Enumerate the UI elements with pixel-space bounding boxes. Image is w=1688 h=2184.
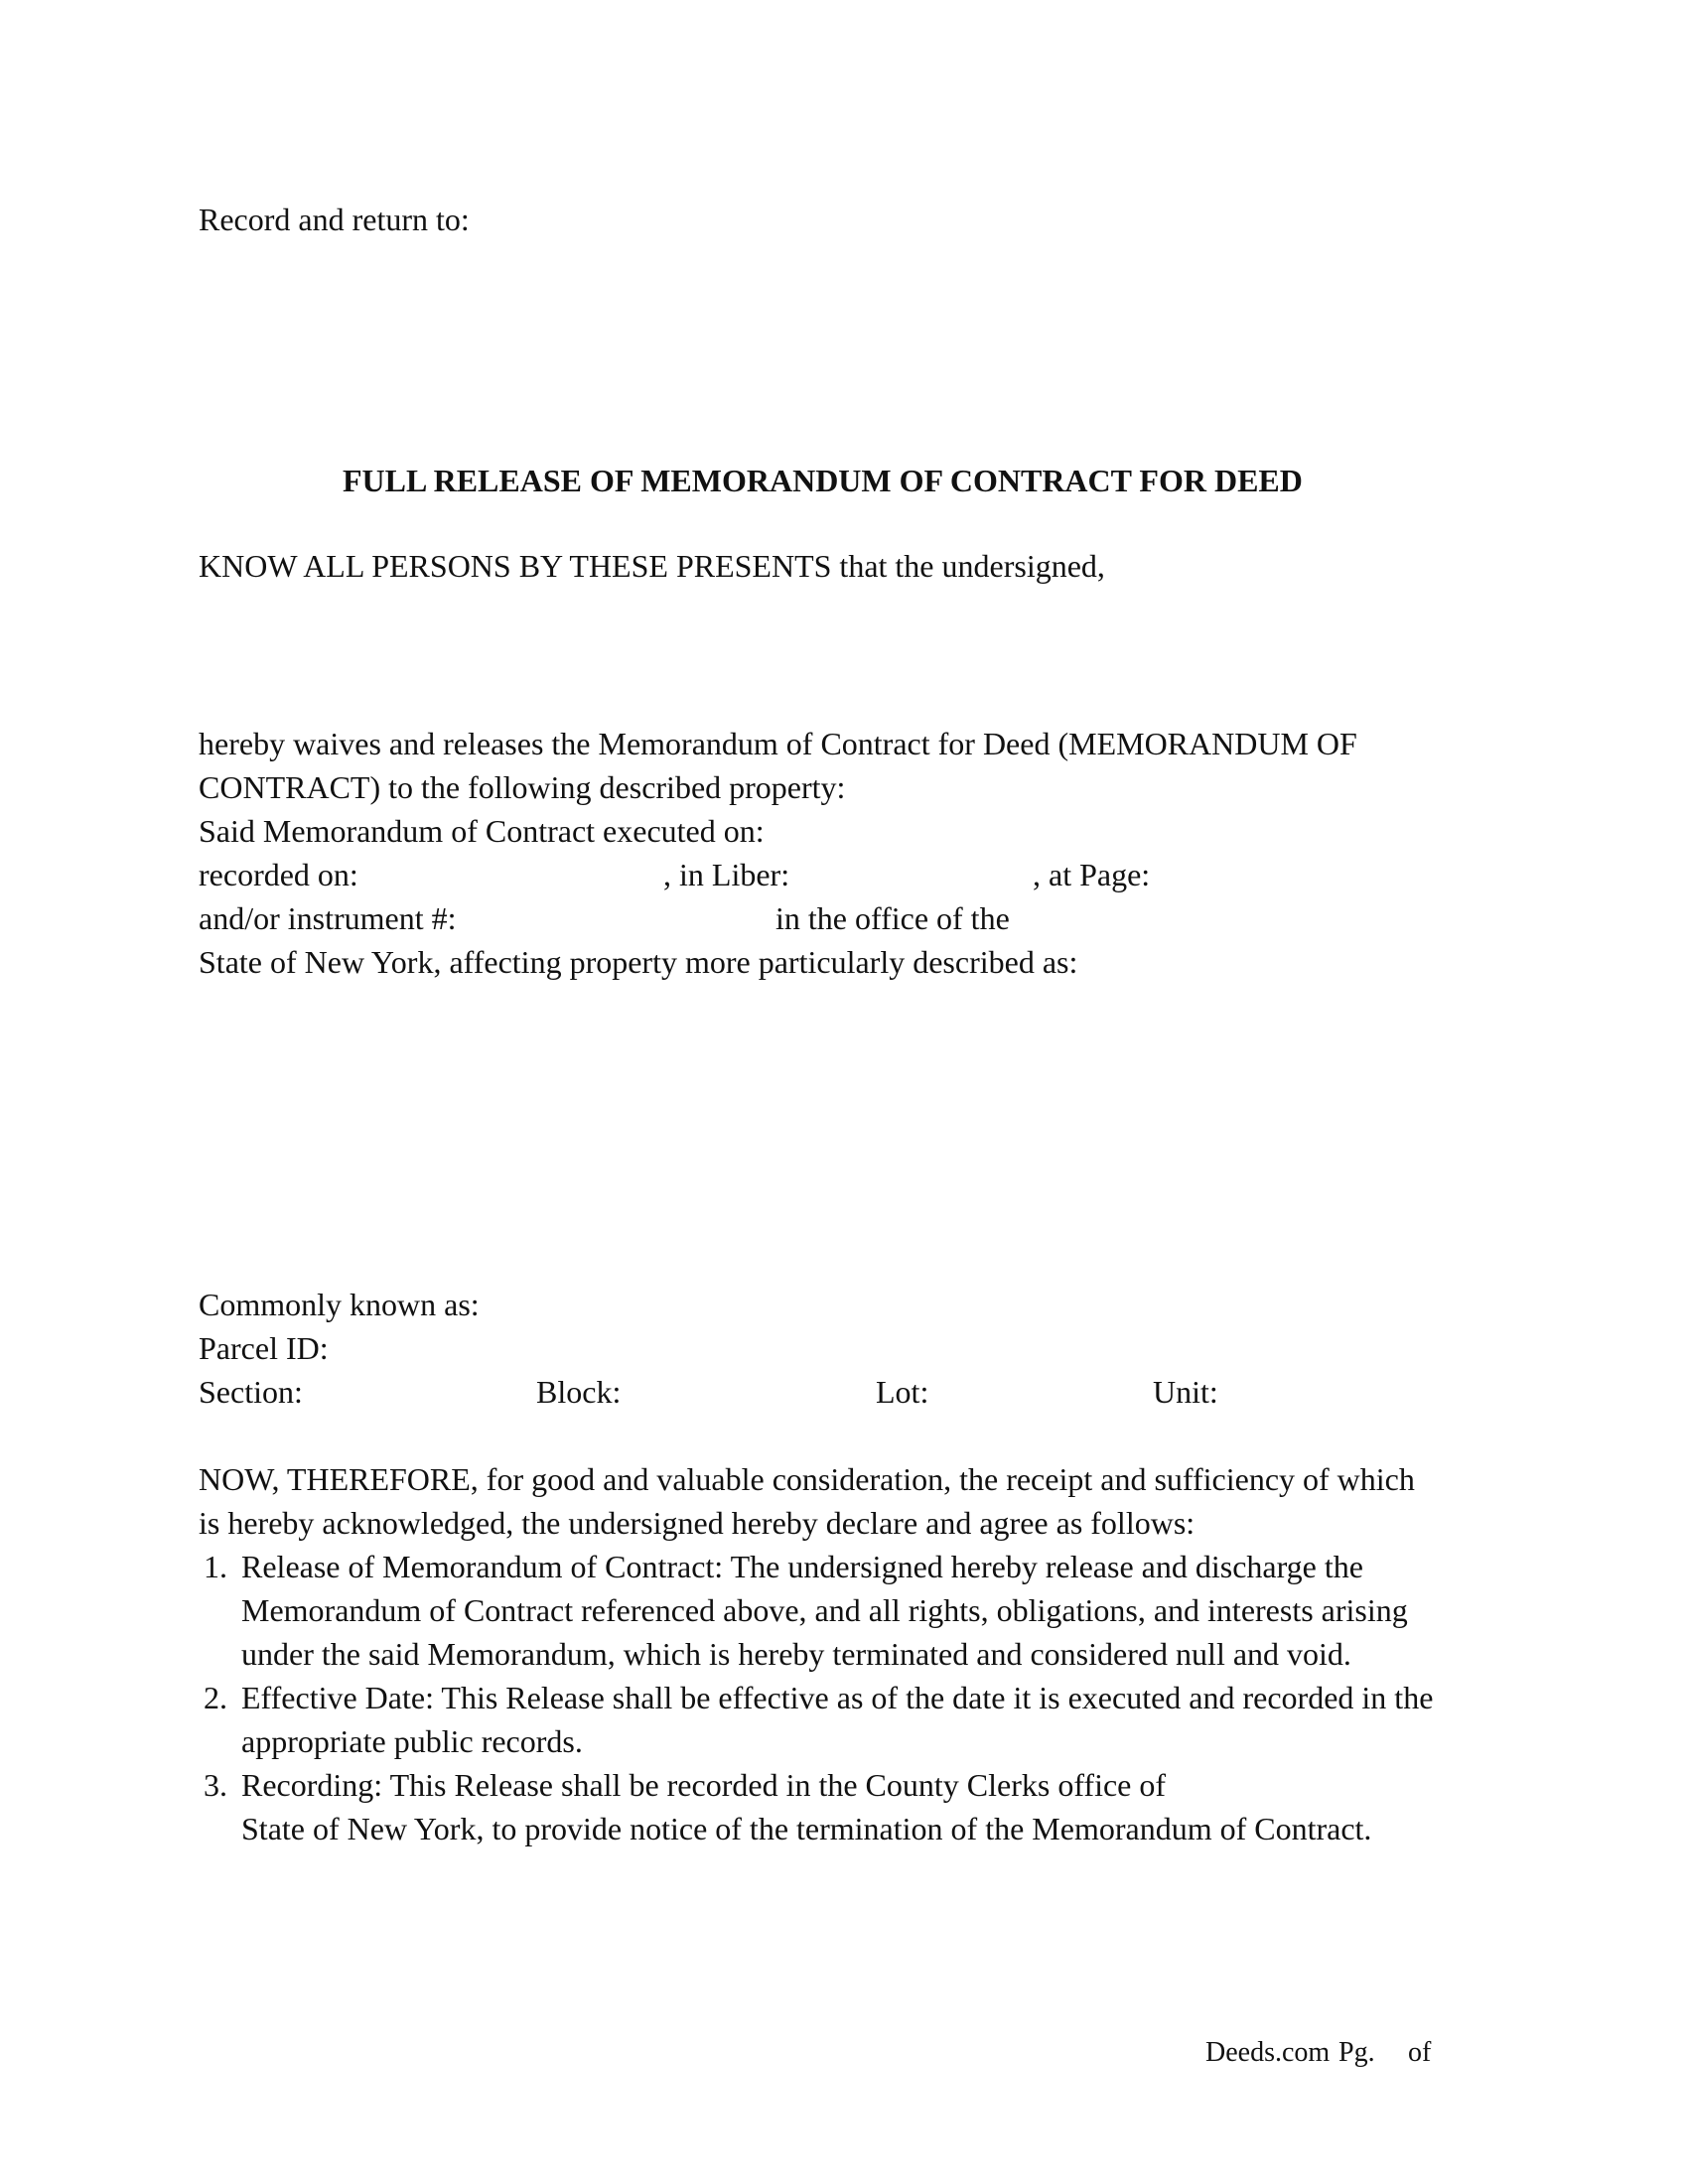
- know-all-persons-text: KNOW ALL PERSONS BY THESE PRESENTS that the undersigned,: [199, 548, 1105, 584]
- list-item-number: 1.: [204, 1549, 227, 1584]
- list-item-number: 2.: [204, 1680, 227, 1715]
- at-page-label: , at Page:: [1033, 857, 1151, 892]
- list-item-line: Effective Date: This Release shall be effective as of the date it is executed and recorded in the: [241, 1680, 1434, 1715]
- list-item-line: State of New York, to provide notice of the termination of the Memorandum of Contract.: [241, 1811, 1372, 1846]
- office-of-label: in the office of the: [775, 900, 1010, 936]
- list-item-line: Release of Memorandum of Contract: The undersigned hereby release and discharge the: [241, 1549, 1363, 1584]
- now-therefore-line-1: NOW, THEREFORE, for good and valuable consideration, the receipt and sufficiency of which: [199, 1461, 1415, 1497]
- list-item-line: Memorandum of Contract referenced above, and all rights, obligations, and interests arising: [241, 1592, 1408, 1628]
- parcel-id-label: Parcel ID:: [199, 1330, 329, 1366]
- now-therefore-line-2: is hereby acknowledged, the undersigned hereby declare and agree as follows:: [199, 1505, 1196, 1541]
- record-and-return-label: Record and return to:: [199, 202, 470, 237]
- state-affecting-text: State of New York, affecting property more particularly described as:: [199, 944, 1078, 980]
- section-label: Section:: [199, 1374, 303, 1410]
- list-item-line: under the said Memorandum, which is hereby terminated and considered null and void.: [241, 1636, 1351, 1672]
- footer-site-name: Deeds.com: [1205, 2037, 1331, 2068]
- recorded-on-label: recorded on:: [199, 857, 358, 892]
- document-title: FULL RELEASE OF MEMORANDUM OF CONTRACT FOR DEED: [343, 463, 1303, 498]
- footer-page-label: Pg.: [1338, 2037, 1375, 2068]
- footer-of-label: of: [1408, 2037, 1432, 2068]
- commonly-known-label: Commonly known as:: [199, 1287, 480, 1322]
- waives-text-line-2: CONTRACT) to the following described property:: [199, 769, 846, 805]
- list-item-line: Recording: This Release shall be recorded in the County Clerks office of: [241, 1767, 1167, 1803]
- list-item-number: 3.: [204, 1767, 227, 1803]
- list-item-line: appropriate public records.: [241, 1723, 583, 1759]
- instrument-number-label: and/or instrument #:: [199, 900, 457, 936]
- lot-label: Lot:: [876, 1374, 929, 1410]
- unit-label: Unit:: [1153, 1374, 1218, 1410]
- in-liber-label: , in Liber:: [663, 857, 790, 892]
- executed-on-label: Said Memorandum of Contract executed on:: [199, 813, 765, 849]
- block-label: Block:: [536, 1374, 622, 1410]
- waives-text-line-1: hereby waives and releases the Memorandum of Contract for Deed (MEMORANDUM OF: [199, 726, 1357, 761]
